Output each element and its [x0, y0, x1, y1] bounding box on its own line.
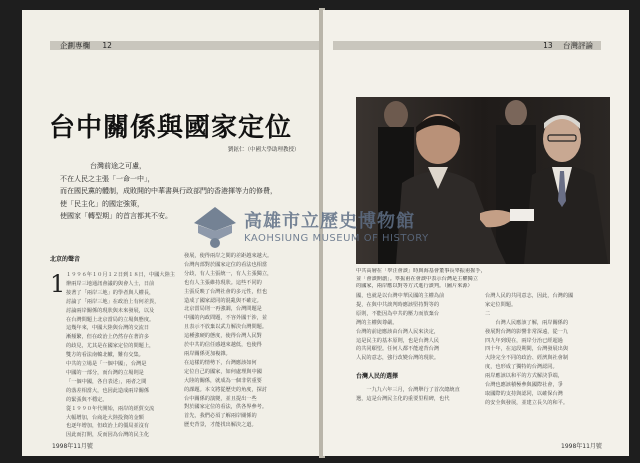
text-line: 「一個中國，各自表述」，兩者之間 [66, 378, 147, 385]
text-line: 中國的一部分，而台灣的立場則是 [66, 369, 144, 376]
right-column-1 [356, 292, 474, 363]
text-line: 台灣內部對於國家定位的看法也相當 [184, 261, 268, 268]
text-line: 發展對台灣的影響非常深遠，從一九 [485, 328, 569, 335]
text-line: 造成了國家認同的混亂與不確定。 [184, 297, 262, 304]
left-column-1 [66, 271, 176, 440]
text-line: 台灣人民應該了解，兩岸關係的 [485, 319, 569, 326]
text-line: 一九九六年三月，台灣舉行了首次總統直 [356, 387, 460, 393]
right-header-section: 台灣評論 [563, 41, 593, 50]
caption-line: 中共高層在「辜汪會談」時與海基會董事長辜振甫握手， [356, 268, 486, 274]
text-line: 度，也形成了獨特的台灣認同。 [485, 364, 558, 371]
text-line: 辦兩岸三地通訊會議的與會人士，日前 [66, 280, 155, 287]
article-byline: 劉鉉仁（中國大學助理教授） [228, 147, 300, 153]
caption-line: 的國家，兩岸應以對等方式進行談判。（圖片來源） [356, 283, 473, 289]
museum-logo-icon [192, 205, 238, 249]
text-line: 首先，我們必須了解兩岸關係的 [184, 413, 257, 420]
text-line: 這幾年來，中國大陸與台灣的交流日 [66, 325, 150, 332]
text-line: 四十年，在這段期間，台灣發展出與 [485, 346, 569, 353]
text-line: 歷史背景，才能找出解決之道。 [184, 422, 257, 429]
text-line: 北京當局則一再強調，台灣問題是 [184, 306, 262, 313]
text-line: 從１９９０年代開始，兩岸的經貿交流 [66, 405, 155, 412]
text-line: 而在國民黨的體制，成敗開的中華書與行政部門的香港揮等力的修費， [60, 187, 277, 195]
text-line: 分歧，有人主張統一，有人主張獨立， [184, 270, 273, 277]
text-line: 於中共的信任感越來越低，也使得 [184, 342, 262, 349]
text-line: 大幅增加，台商赴大陸投資的金額 [66, 414, 144, 421]
text-line: 國，也就是以台灣中華民國的主權為前 [356, 293, 445, 299]
text-line: 討論了「兩岸三地」在政治上有何差異， [66, 298, 160, 305]
text-line: 主張反映了台灣社會的多元性，但也 [184, 288, 268, 295]
left-column-2 [184, 252, 294, 430]
text-line: 選，這是台灣民主化的重要里程碑，也代 [356, 395, 450, 402]
text-line: 對於國家定位的看法，供各界參考。 [184, 404, 268, 411]
drop-cap: 1 [50, 270, 66, 298]
text-line: 的安全與發展，並建立長久的和平。 [485, 399, 569, 406]
text-line: 台灣前途之可慮， [90, 162, 146, 170]
watermark-english: KAOHSIUNG MUSEUM OF HISTORY [244, 233, 429, 244]
right-column-2 [485, 292, 603, 408]
text-line: １９９６年１０月１２日到１８日，中國大陸主 [66, 272, 175, 278]
text-line: 定位自己的國家，如何處理與中國 [184, 368, 262, 375]
text-line: 因此而打開，反而因為台灣的民主化 [66, 432, 150, 439]
text-line: 的緊張與不穩定。 [66, 396, 108, 403]
text-line: 大陸的關係，就成為一個非常重要 [184, 377, 262, 384]
caption-line: 並「會談開創」。辜振甫在會談中表示台灣是主權獨立 [356, 275, 478, 282]
text-line: 雙方的看法南轅北轍，難有交集。 [66, 352, 144, 359]
text-line: 發展，使得兩岸之間的差距越來越大。 [184, 253, 273, 259]
text-line: 取國際的支持與認同，以確保台灣 [485, 390, 563, 397]
right-header-page-number: 13 [543, 41, 553, 50]
text-line: 人民的意志，強行改變台灣的現狀。 [356, 355, 440, 362]
text-line: 中國的內政問題，不容外國干涉，並 [184, 315, 268, 322]
text-line: 灣的主權與尊嚴。 [356, 319, 398, 326]
article-title: 台中關係與國家定位 [49, 113, 293, 143]
text-line: 原則，不能因為中共的壓力而放棄台 [356, 310, 440, 317]
text-line: 大陸完全不同的政治、經濟與社會制 [485, 355, 569, 362]
text-line: 中共的立場是「一個中國」，台灣是 [66, 361, 147, 368]
text-line: 漸頻繁，但在政治上仍然存在著許多 [66, 334, 150, 341]
right-page-footer: 1998年11月號 [561, 443, 602, 450]
museum-watermark [188, 205, 458, 251]
section-heading: 北京的聲音 [50, 256, 81, 263]
text-line: 的落差相當大，也因此造成兩岸關係 [66, 387, 150, 394]
left-page-header [50, 41, 321, 50]
text-line: 的課題。本文將從歷史的角度，探討 [184, 386, 268, 393]
text-line: 二 [485, 310, 491, 317]
text-line: 台灣的前途應該由台灣人民來決定， [356, 328, 440, 335]
right-column-1-tail [356, 386, 474, 404]
text-line: 這是民主的基本原則，也是台灣人民 [356, 337, 440, 344]
text-line: 四九年到現在，兩岸分治已經超過 [485, 337, 563, 344]
text-line: 使國家「轉型期」的首言都其不安。 [60, 212, 172, 220]
text-line: 這種強硬的態度，使得台灣人民對 [184, 333, 262, 340]
text-line: 使「民主化」的國定強策， [60, 199, 144, 208]
text-line: 也有人主張維持現狀。這些不同的 [184, 279, 262, 286]
text-line: 討論兩岸關係的現狀與未來發展，以及 [66, 307, 155, 314]
watermark-chinese: 高雄市立歷史博物館 [244, 211, 415, 232]
text-line: 兩岸關係更加複雜。 [184, 350, 231, 357]
left-page-footer: 1998年11月號 [52, 443, 93, 450]
left-header-page-number: 12 [102, 41, 112, 50]
text-line: 在台灣問題上北京當局的立場與態度。 [66, 316, 155, 323]
text-line: 提，在與中共談判時應該堅持對等的 [356, 301, 440, 308]
left-header-section: 企劃專欄 [60, 41, 90, 50]
text-line: 家定位問題。 [485, 301, 517, 308]
text-line: 不在人民之主張「一命一中」， [60, 174, 155, 183]
photo-caption [356, 268, 610, 291]
right-page-header [333, 41, 601, 50]
text-line: 的共同願望。任何人都不能違背台灣 [356, 346, 440, 353]
text-line: 台中關係的演變，並且提出一些 [184, 395, 257, 402]
text-line: 台灣人民的共同意志，因此，台灣的國 [485, 293, 574, 299]
text-line: 且表示不放棄以武力解決台灣問題。 [184, 324, 268, 331]
text-line: 接著了「兩岸三地」的學者與人權長， [66, 289, 155, 296]
section-heading: 台灣人民的選擇 [356, 373, 399, 380]
text-line: 的歧見，尤其是在國家定位的問題上， [66, 343, 155, 350]
text-line: 也逐年增加，但政治上的僵局並沒有 [66, 423, 150, 430]
text-line: 兩岸應該以和平的方式解決爭端， [485, 373, 563, 380]
text-line: 台灣也應該積極參與國際社會，爭 [485, 382, 563, 389]
text-line: 在這樣的情勢下，台灣應該如何 [184, 359, 257, 366]
